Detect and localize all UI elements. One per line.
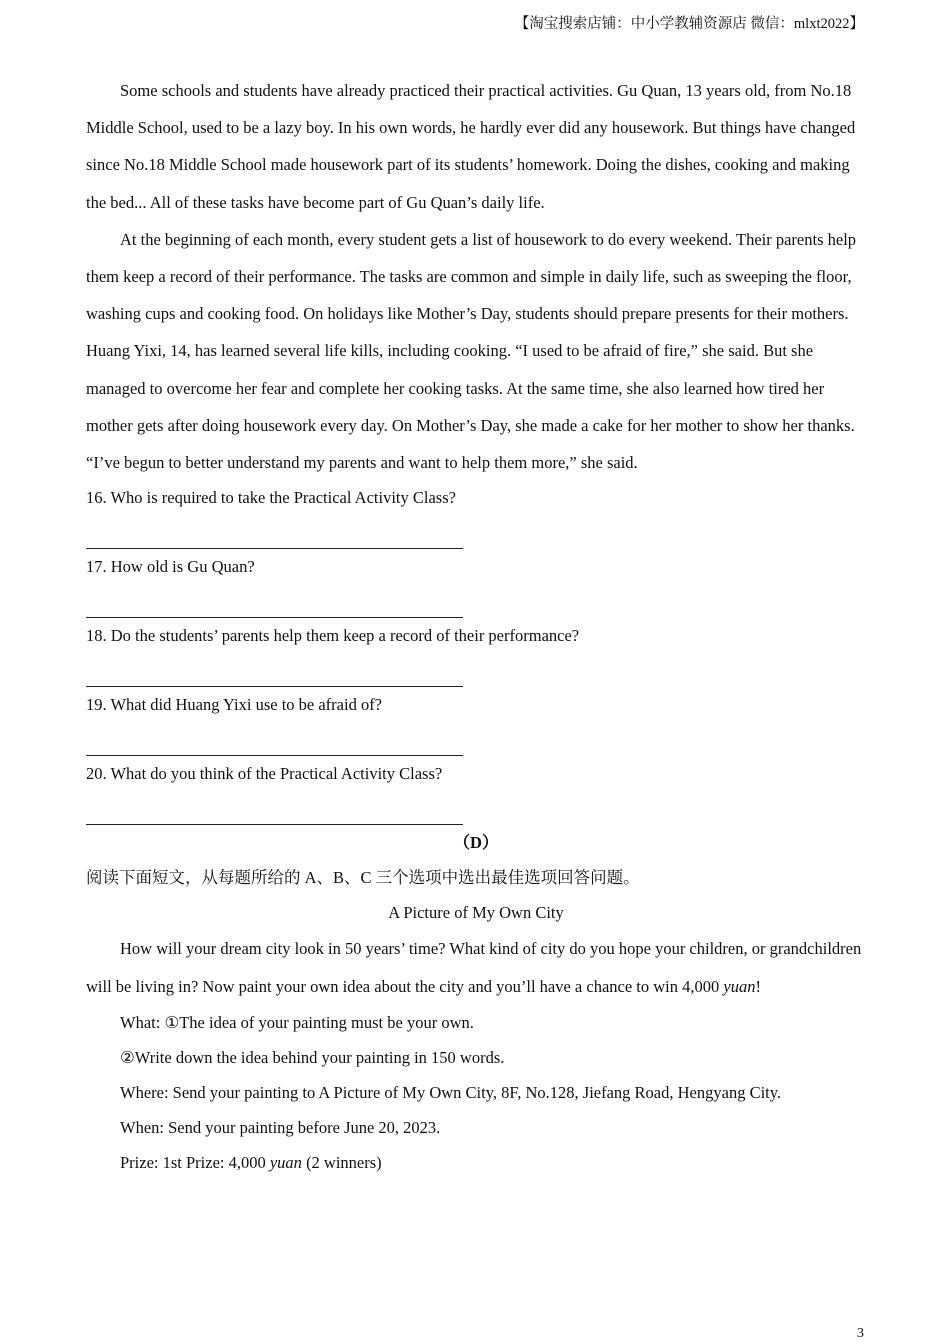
rule-what-2: ②Write down the idea behind your painting in 150 words. [120, 1048, 505, 1068]
answer-line-19[interactable] [86, 722, 463, 756]
answer-line-16[interactable] [86, 515, 463, 549]
question-17: 17. How old is Gu Quan? [86, 557, 255, 577]
prize-currency: yuan [269, 1153, 302, 1173]
rule-what-1: What: ①The idea of your painting must be your own. [120, 1013, 474, 1033]
passage-paragraph-1: Some schools and students have already practiced their practical activities. Gu Quan, 13 years old, from No.18 Middle School, used to be a lazy boy. In his own words, he hardly ever did any housework. But things have changed since No.18 Middle School made housework part of its students’ homework. Doing the dishes, cooking and making the bed... All of these tasks have become part of Gu Quan’s daily life. [86, 81, 856, 212]
section-d-heading: （D） [453, 833, 499, 853]
answer-line-18[interactable] [86, 653, 463, 687]
header-source-note: 【淘宝搜索店铺：中小学教辅资源店 微信：mlxt2022】 [514, 16, 864, 32]
prize-prefix: Prize: 1st Prize: 4,000 [120, 1153, 270, 1173]
passage-title: A Picture of My Own City [388, 903, 564, 923]
answer-line-20[interactable] [86, 791, 463, 825]
rule-prize [86, 1145, 866, 1180]
question-19: 19. What did Huang Yixi use to be afraid of? [86, 695, 383, 715]
question-20: 20. What do you think of the Practical Activity Class? [86, 764, 443, 784]
rule-where: Where: Send your painting to A Picture of My Own City, 8F, No.128, Jiefang Road, Hengyang City. [120, 1083, 782, 1103]
intro-text: How will your dream city look in 50 years’ time? What kind of city do you hope your children, or grandchildren will be living in? Now paint your own idea about the city and you’ll have a chance to win 4,000 [86, 939, 862, 996]
page-number: 3 [857, 1326, 864, 1341]
question-18: 18. Do the students’ parents help them keep a record of their performance? [86, 626, 580, 646]
prize-suffix: (2 winners) [301, 1153, 382, 1173]
answer-line-17[interactable] [86, 584, 463, 618]
intro-currency: yuan [723, 976, 756, 996]
page-content [86, 72, 866, 1180]
section-d-intro [86, 930, 866, 1005]
intro-end: ! [755, 976, 761, 996]
rule-when: When: Send your painting before June 20, 2023. [120, 1118, 441, 1138]
question-16: 16. Who is required to take the Practical Activity Class? [86, 488, 456, 508]
question-list [86, 481, 866, 825]
section-d-instruction: 阅读下面短文，从每题所给的 A、B、C 三个选项中选出最佳选项回答问题。 [86, 868, 640, 888]
passage-paragraph-2: At the beginning of each month, every student gets a list of housework to do every weekend. Their parents help them keep a record of their performance. The tasks are common and simple in daily life, such as sweeping the floor, washing cups and cooking food. On holidays like Mother’s Day, students should prepare presents for their mothers. Huang Yixi, 14, has learned several life kills, including cooking. “I used to be afraid of fire,” she said. But she managed to overcome her fear and complete her cooking tasks. At the same time, she also learned how tired her mother gets after doing housework every day. On Mother’s Day, she made a cake for her mother to show her thanks. “I’ve begun to better understand my parents and want to help them more,” she said. [86, 229, 857, 473]
